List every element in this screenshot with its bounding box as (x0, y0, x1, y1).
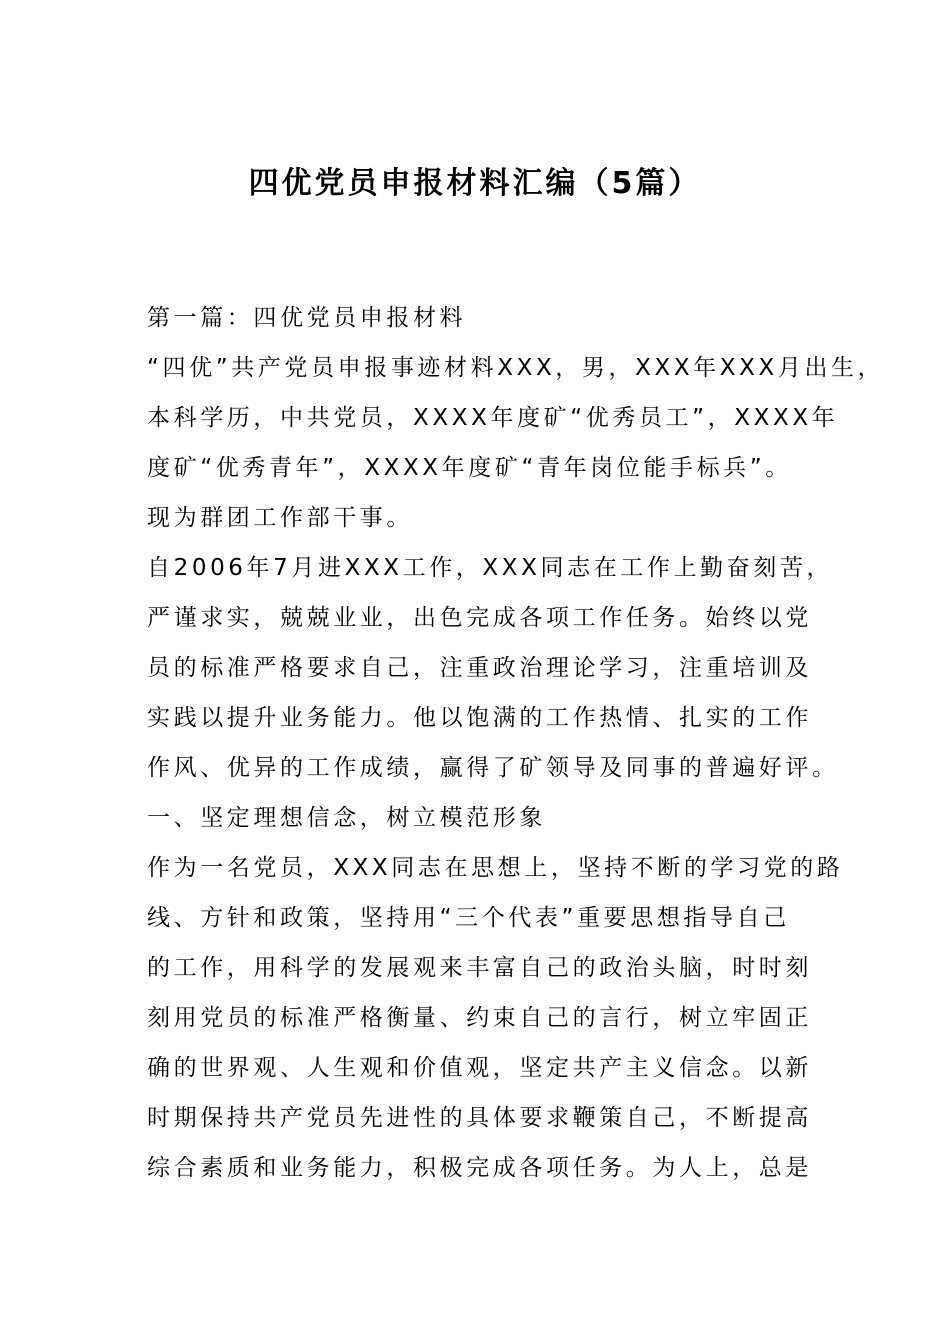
paragraph-line: 刻用党员的标准严格衡量、约束自己的言行，树立牢固正 (147, 1005, 812, 1031)
paragraph-line: 线、方针和政策，坚持用“三个代表”重要思想指导自己 (147, 905, 790, 931)
paragraph-line: 综合素质和业务能力，积极完成各项任务。为人上，总是 (147, 1155, 812, 1181)
paragraph-line: 作为一名党员，XXX同志在思想上，坚持不断的学习党的路 (147, 855, 844, 881)
paragraph-line: “四优”共产党员申报事迹材料XXX，男，XXX年XXX月出生， (147, 355, 885, 381)
subsection-heading: 一、坚定理想信念，树立模范形象 (147, 805, 546, 831)
paragraph-line: 本科学历，中共党员，XXXX年度矿“优秀员工”，XXXX年 (147, 405, 839, 431)
document-body (147, 300, 885, 1200)
document-title: 四优党员申报材料汇编（5篇） (248, 166, 702, 201)
paragraph-line: 时期保持共产党员先进性的具体要求鞭策自己，不断提高 (147, 1105, 812, 1131)
paragraph-line: 作风、优异的工作成绩，赢得了矿领导及同事的普遍好评。 (147, 755, 839, 781)
paragraph-line: 自2006年7月进XXX工作，XXX同志在工作上勤奋刻苦， (147, 555, 834, 581)
paragraph-line: 的工作，用科学的发展观来丰富自己的政治头脑，时时刻 (147, 955, 812, 981)
paragraph-line: 严谨求实，兢兢业业，出色完成各项工作任务。始终以党 (147, 605, 812, 631)
paragraph-line: 员的标准严格要求自己，注重政治理论学习，注重培训及 (147, 655, 812, 681)
section-heading: 第一篇：四优党员申报材料 (147, 305, 467, 331)
paragraph-line: 确的世界观、人生观和价值观，坚定共产主义信念。以新 (147, 1055, 812, 1081)
paragraph-line: 度矿“优秀青年”，XXXX年度矿“青年岗位能手标兵”。 (147, 455, 792, 481)
paragraph-line: 实践以提升业务能力。他以饱满的工作热情、扎实的工作 (147, 705, 812, 731)
paragraph-line: 现为群团工作部干事。 (147, 505, 413, 531)
